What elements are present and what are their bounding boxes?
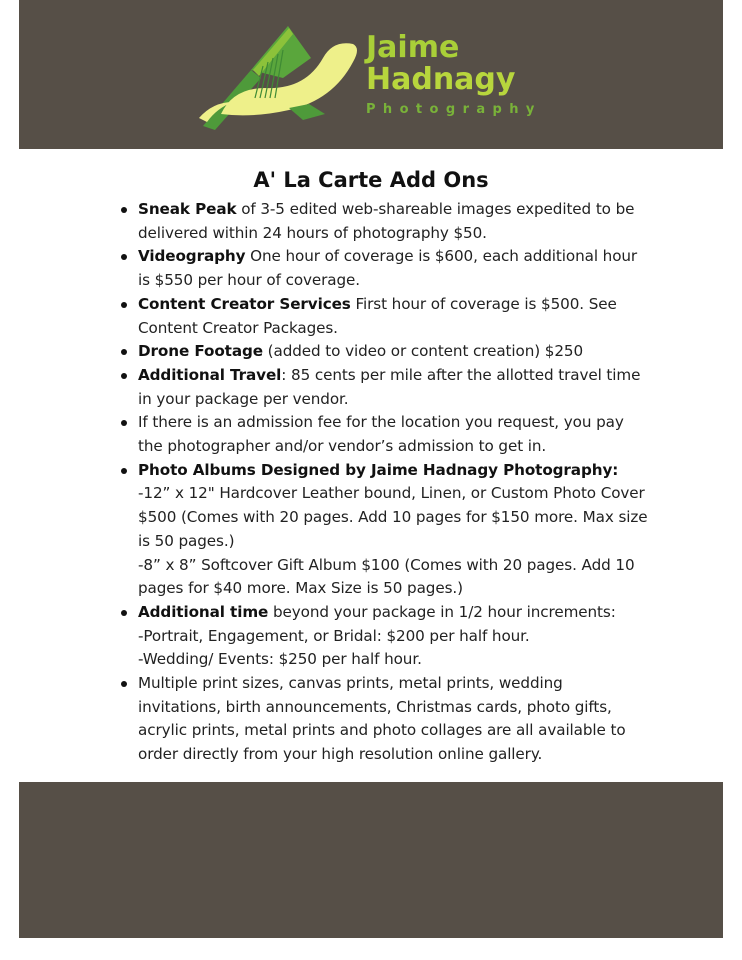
addon-item-heading: Sneak Peak (138, 200, 237, 218)
page-title: A' La Carte Add Ons (253, 168, 489, 192)
addon-item-subline: -12” x 12" Hardcover Leather bound, Linen, or Custom Photo Cover $500 (Comes with 20 pages. Add 10 pages for $150 more. Max size is 50 pages.) (138, 484, 648, 550)
addon-item-text: : 85 cents per mile after the allotted travel time in your package per vendor. (138, 365, 641, 408)
addon-item (118, 364, 648, 411)
footer-band (19, 782, 723, 938)
addon-item-subline: -Wedding/ Events: $250 per half hour. (138, 650, 422, 669)
main-content (0, 160, 742, 764)
addon-item (118, 411, 648, 458)
addon-item-text: beyond your package in 1/2 hour increments: (268, 602, 616, 621)
addon-item-text: (added to video or content creation) $250 (262, 342, 584, 361)
addon-item (118, 293, 648, 340)
addon-item (118, 245, 648, 292)
addon-item-heading: Additional time (138, 602, 269, 621)
addon-item-heading: Content Creator Services (138, 294, 351, 313)
addon-list (118, 198, 648, 767)
addon-item-heading: Additional Travel (138, 365, 282, 384)
addon-item-subline: -8” x 8” Softcover Gift Album $100 (Comes with 20 pages. Add 10 pages for $40 more. Max Size is 50 pages.) (138, 555, 635, 598)
addon-item (118, 340, 648, 364)
brand-tagline: Photography (366, 102, 542, 117)
brand-name-first: Jaime (366, 30, 460, 65)
addon-item (118, 459, 648, 601)
addon-item (118, 672, 648, 767)
addon-item (118, 198, 648, 245)
addon-item-heading: Photo Albums Designed by Jaime Hadnagy Photography: (138, 460, 619, 479)
camera-chair-logo-icon (193, 18, 363, 134)
brand-wordmark (366, 32, 542, 117)
brand-name-last: Hadnagy (366, 62, 516, 97)
addon-item-subline: -Portrait, Engagement, or Bridal: $200 per half hour. (138, 626, 530, 645)
addon-item-heading: Drone Footage (138, 342, 263, 361)
addon-item-text: One hour of coverage is $600, each additional hour is $550 per hour of coverage. (138, 247, 638, 290)
addon-item-text: Multiple print sizes, canvas prints, metal prints, wedding invitations, birth announcements, Christmas cards, photo gifts, acrylic prints, metal prints and photo collages are all available to order directly from your high resolution online gallery. (138, 674, 626, 764)
addon-item-text: If there is an admission fee for the location you request, you pay the photographer and/or vendor’s admission to get in. (138, 413, 624, 456)
addon-item-heading: Videography (138, 247, 246, 266)
addon-item (118, 601, 648, 672)
addon-item-text: First hour of coverage is $500. See Content Creator Packages. (138, 294, 617, 337)
addon-item-text: of 3-5 edited web-shareable images expedited to be delivered within 24 hours of photography $50. (138, 200, 635, 242)
